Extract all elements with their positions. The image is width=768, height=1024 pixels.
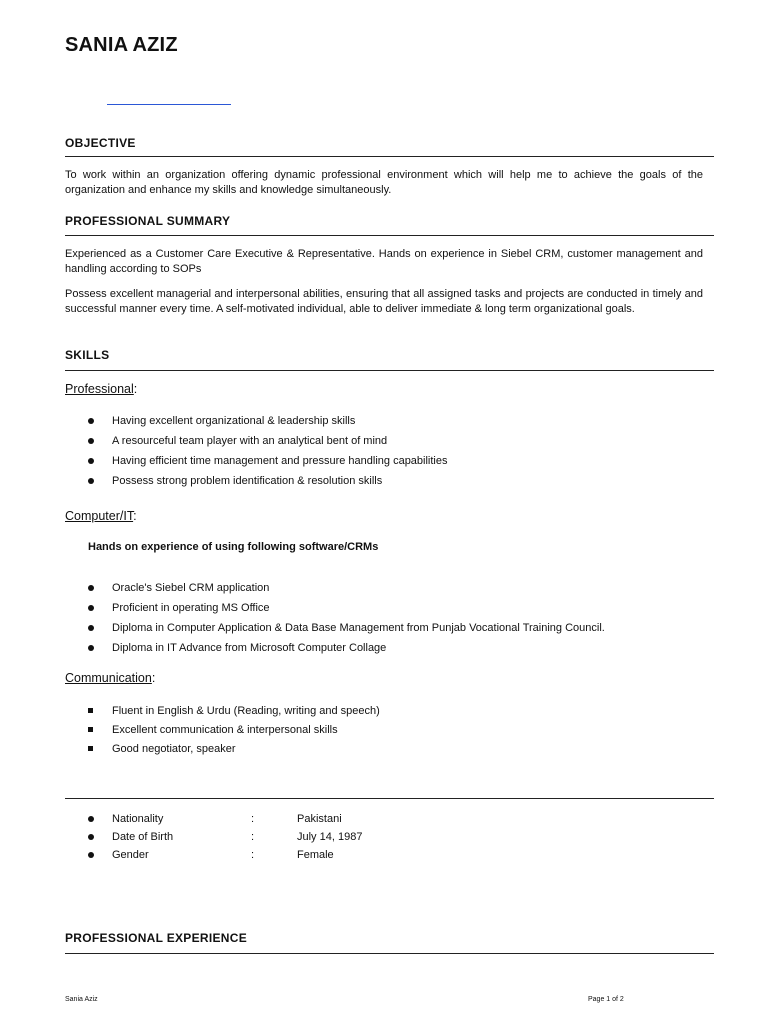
bullet-icon [88, 605, 94, 611]
computer-skills-label: Computer/IT [65, 509, 134, 523]
professional-skills-label: Professional [65, 382, 134, 396]
list-item [87, 701, 380, 720]
computer-skills-colon: : [133, 509, 137, 523]
list-item-text: Possess strong problem identification & resolution skills [112, 475, 383, 487]
computer-skills-list [87, 578, 605, 658]
list-item-text: Proficient in operating MS Office [112, 602, 270, 614]
objective-text: To work within an organization offering dynamic professional environment which will help me to achieve the goals of the organization and enhance my skills and knowledge simultaneously. [65, 169, 703, 196]
personal-info-row [87, 846, 362, 864]
info-value: Pakistani [297, 813, 342, 825]
bullet-icon [88, 585, 94, 591]
list-item [87, 618, 605, 638]
list-item-text: Diploma in Computer Application & Data Base Management from Punjab Vocational Training Council. [112, 622, 605, 634]
objective-heading: OBJECTIVE [65, 136, 136, 150]
bullet-icon [88, 478, 94, 484]
bullet-icon [88, 852, 94, 858]
communication-skills-label: Communication [65, 671, 152, 685]
skills-divider [65, 370, 714, 371]
list-item [87, 598, 605, 618]
info-value: July 14, 1987 [297, 831, 363, 843]
skills-heading: SKILLS [65, 348, 110, 362]
summary-divider [65, 235, 714, 236]
list-item [87, 451, 448, 471]
list-item [87, 638, 605, 658]
summary-heading: PROFESSIONAL SUMMARY [65, 214, 231, 228]
footer-name: Sania Aziz [65, 996, 98, 1003]
list-item-text: Diploma in IT Advance from Microsoft Computer Collage [112, 642, 387, 654]
square-bullet-icon [88, 708, 93, 713]
info-value: Female [297, 849, 334, 861]
summary-paragraph-2: Possess excellent managerial and interpersonal abilities, ensuring that all assigned tasks and projects are conducted in timely and successful manner every time. A self-motivated individual, able to deliver immediate & long term organizational goals. [65, 288, 703, 315]
professional-skills-heading [65, 382, 137, 396]
square-bullet-icon [88, 727, 93, 732]
list-item-text: Fluent in English & Urdu (Reading, writing and speech) [112, 704, 380, 717]
bullet-icon [88, 418, 94, 424]
list-item-text: Good negotiator, speaker [112, 742, 236, 755]
bullet-icon [88, 438, 94, 444]
personal-info-row [87, 810, 362, 828]
footer-page-number: Page 1 of 2 [588, 996, 624, 1003]
info-separator: : [251, 849, 255, 861]
summary-paragraph-1: Experienced as a Customer Care Executive & Representative. Hands on experience in Siebel CRM, customer management and handling according to SOPs [65, 248, 703, 275]
bullet-icon [88, 834, 94, 840]
computer-skills-heading [65, 509, 137, 523]
square-bullet-icon [88, 746, 93, 751]
info-label: Date of Birth [112, 831, 174, 843]
list-item-text: Having excellent organizational & leadership skills [112, 415, 356, 427]
list-item-text: A resourceful team player with an analytical bent of mind [112, 435, 388, 447]
bullet-icon [88, 625, 94, 631]
professional-skills-list [87, 411, 448, 491]
experience-heading: PROFESSIONAL EXPERIENCE [65, 931, 248, 945]
communication-skills-list [87, 701, 380, 758]
list-item-text: Having efficient time management and pressure handling capabilities [112, 455, 448, 467]
candidate-name: SANIA AZIZ [65, 34, 178, 56]
email-link-underline[interactable] [107, 104, 231, 105]
personal-info-row [87, 828, 362, 846]
personal-info-divider [65, 798, 714, 799]
computer-skills-intro: Hands on experience of using following software/CRMs [88, 541, 379, 553]
experience-divider [65, 953, 714, 954]
info-separator: : [251, 813, 255, 825]
list-item [87, 411, 448, 431]
communication-skills-heading [65, 671, 155, 685]
list-item [87, 471, 448, 491]
objective-divider [65, 156, 714, 157]
personal-info-list [87, 810, 362, 864]
list-item [87, 739, 380, 758]
list-item [87, 720, 380, 739]
list-item [87, 431, 448, 451]
bullet-icon [88, 816, 94, 822]
communication-skills-colon: : [151, 671, 156, 685]
info-separator: : [251, 831, 255, 843]
bullet-icon [88, 458, 94, 464]
info-label: Gender [112, 849, 149, 861]
list-item-text: Excellent communication & interpersonal skills [112, 723, 338, 736]
list-item [87, 578, 605, 598]
bullet-icon [88, 645, 94, 651]
list-item-text: Oracle's Siebel CRM application [112, 582, 270, 594]
info-label: Nationality [112, 813, 164, 825]
professional-skills-colon: : [133, 382, 138, 396]
